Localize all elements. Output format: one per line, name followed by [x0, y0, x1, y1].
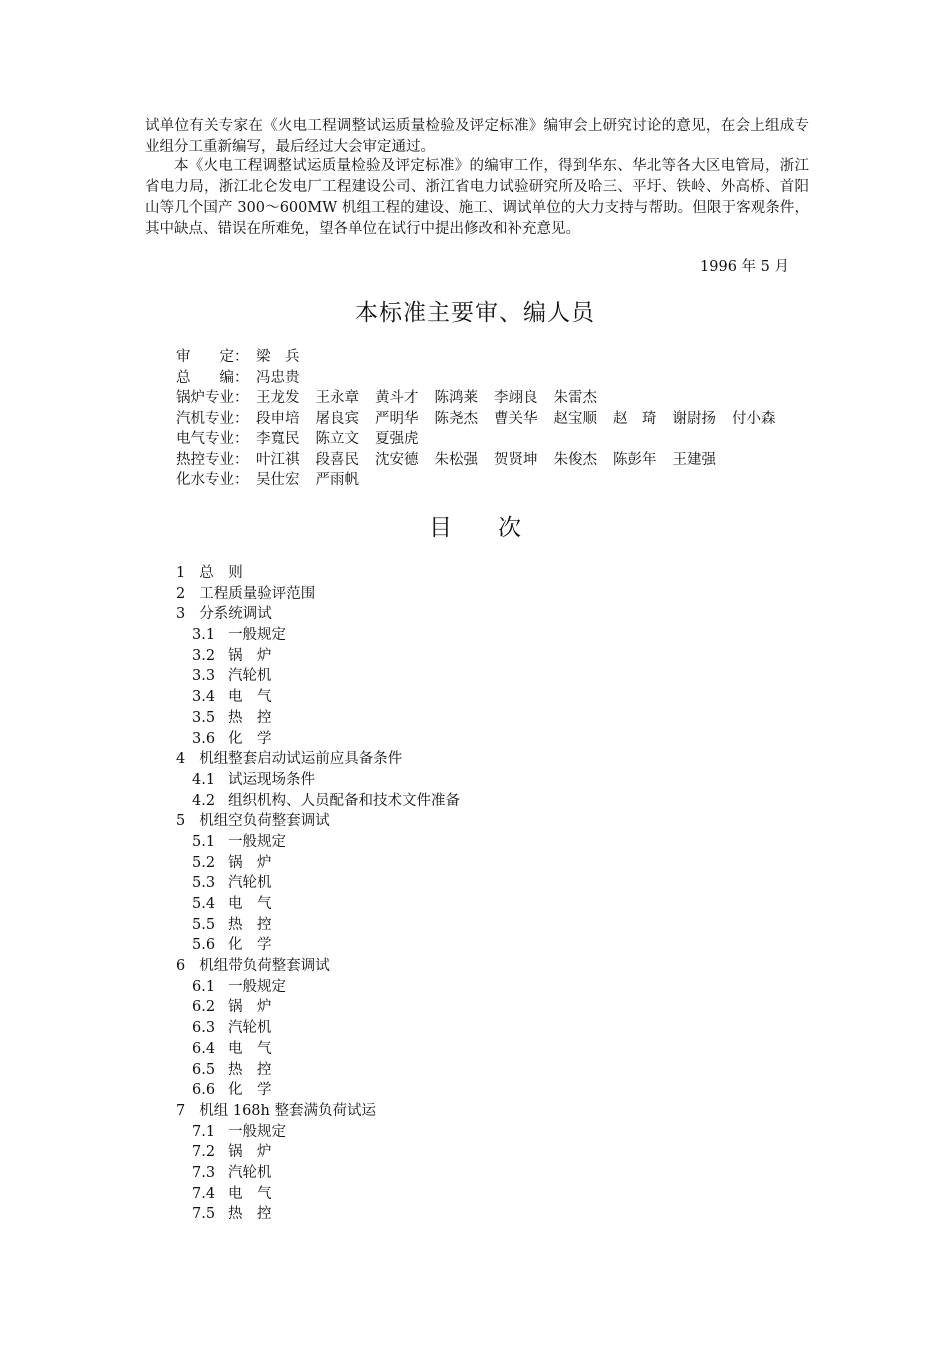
- toc-item-label: 化 学: [228, 1082, 272, 1099]
- staff-role: 热控专业：: [176, 451, 249, 468]
- toc-item-number: 7.1: [192, 1123, 216, 1140]
- staff-name: 王建强: [672, 451, 716, 468]
- toc-heading: 目 次: [429, 515, 521, 541]
- toc-item-number: 3.5: [192, 709, 216, 726]
- toc-item-label: 一般规定: [228, 1123, 286, 1140]
- toc-item-label: 热 控: [228, 1206, 272, 1223]
- toc-item[interactable]: [176, 915, 676, 936]
- toc-item[interactable]: [176, 1018, 676, 1039]
- toc-item-label: 试运现场条件: [228, 771, 315, 788]
- staff-name: 陈彭年: [613, 451, 657, 468]
- toc-item[interactable]: [176, 791, 676, 812]
- staff-row: [176, 450, 836, 471]
- toc-item-number: 6: [176, 958, 186, 975]
- toc-item-label: 机组 168h 整套满负荷试运: [199, 1102, 376, 1119]
- staff-name: 谢尉扬: [672, 410, 716, 427]
- toc-item-label: 总 则: [199, 565, 243, 581]
- toc-item-number: 4.1: [192, 771, 216, 788]
- toc-item-label: 一般规定: [228, 833, 286, 850]
- toc-item-number: 4: [176, 751, 186, 768]
- toc-item[interactable]: [176, 997, 676, 1018]
- staff-row: [176, 470, 836, 491]
- toc-item-number: 3.1: [192, 627, 216, 644]
- toc-item[interactable]: [176, 729, 676, 750]
- toc-item-number: 7.3: [192, 1164, 216, 1181]
- staff-name: 王永章: [315, 390, 359, 406]
- toc-item-label: 机组空负荷整套调试: [199, 813, 330, 830]
- toc-item-number: 6.5: [192, 1061, 216, 1078]
- toc-item-number: 7.2: [192, 1144, 216, 1161]
- toc-item[interactable]: [176, 770, 676, 791]
- toc-item-label: 电 气: [228, 896, 272, 912]
- toc-item-number: 6.2: [192, 999, 216, 1016]
- staff-name: 段喜民: [315, 451, 359, 468]
- toc-item[interactable]: [176, 625, 676, 646]
- staff-name: 李翊良: [494, 390, 538, 406]
- staff-name: 陈立文: [315, 431, 359, 447]
- toc-item-label: 热 控: [228, 709, 272, 726]
- staff-heading: 本标准主要审、编人员: [355, 300, 595, 326]
- staff-name: 赵 琦: [613, 410, 657, 427]
- toc-item[interactable]: [176, 1039, 676, 1060]
- toc-item[interactable]: [176, 708, 676, 729]
- staff-role: 汽机专业：: [176, 410, 249, 427]
- toc-item[interactable]: [176, 811, 676, 832]
- staff-row: [176, 388, 836, 409]
- staff-row: [176, 429, 836, 450]
- toc-item-number: 1: [176, 565, 186, 581]
- table-of-contents: [176, 563, 676, 1225]
- toc-item-number: 5.3: [192, 875, 216, 892]
- staff-name: 朱俊杰: [553, 451, 597, 468]
- toc-item-number: 5.6: [192, 937, 216, 954]
- toc-item[interactable]: [176, 894, 676, 915]
- toc-item-number: 3.2: [192, 647, 216, 664]
- toc-item-number: 5.1: [192, 833, 216, 850]
- staff-name: 沈安德: [375, 451, 419, 468]
- toc-item-number: 2: [176, 585, 186, 602]
- toc-item[interactable]: [176, 1204, 676, 1225]
- toc-item-number: 5.4: [192, 896, 216, 912]
- document-date: 1996 年 5 月: [700, 259, 789, 275]
- staff-name: 段申培: [256, 410, 300, 427]
- staff-name: 屠良宾: [315, 410, 359, 427]
- staff-role: 总 编：: [176, 369, 249, 386]
- toc-item-number: 3.6: [192, 730, 216, 747]
- intro-paragraph-1: 试单位有关专家在《火电工程调整试运质量检验及评定标准》编审会上研究讨论的意见，在会上组成专业组分工重新编写，最后经过大会审定通过。: [145, 118, 809, 155]
- toc-item-label: 机组整套启动试运前应具备条件: [199, 751, 403, 768]
- toc-item[interactable]: [176, 977, 676, 998]
- toc-item-label: 锅 炉: [228, 1144, 272, 1161]
- toc-item[interactable]: [176, 666, 676, 687]
- staff-list: [176, 347, 836, 491]
- toc-item-label: 汽轮机: [228, 668, 272, 685]
- toc-item[interactable]: [176, 646, 676, 667]
- toc-item-label: 锅 炉: [228, 647, 272, 664]
- staff-name: 黄斗才: [375, 390, 419, 406]
- staff-name: 贺贤坤: [494, 451, 538, 468]
- toc-item[interactable]: [176, 1122, 676, 1143]
- staff-name: 赵宝顺: [553, 410, 597, 427]
- toc-item-number: 3: [176, 606, 186, 623]
- staff-name: 朱松强: [434, 451, 478, 468]
- toc-item[interactable]: [176, 832, 676, 853]
- staff-row: [176, 347, 836, 368]
- staff-name: 吴仕宏: [256, 472, 300, 488]
- toc-item[interactable]: [176, 1184, 676, 1205]
- toc-item-label: 热 控: [228, 916, 272, 933]
- toc-item-label: 汽轮机: [228, 875, 272, 892]
- toc-item-label: 一般规定: [228, 978, 286, 995]
- toc-item-number: 3.3: [192, 668, 216, 685]
- staff-role: 锅炉专业：: [176, 390, 249, 406]
- toc-item-label: 电 气: [228, 1040, 272, 1057]
- toc-item-label: 电 气: [228, 689, 272, 706]
- toc-item[interactable]: [176, 563, 676, 584]
- staff-name: 严雨帆: [315, 472, 359, 488]
- staff-name: 朱雷杰: [553, 390, 597, 406]
- toc-item-number: 5: [176, 813, 186, 830]
- toc-item[interactable]: [176, 1080, 676, 1101]
- toc-item[interactable]: [176, 1142, 676, 1163]
- staff-role: 化水专业：: [176, 472, 249, 488]
- staff-name: 陈鸿莱: [434, 390, 478, 406]
- toc-item-number: 7.5: [192, 1206, 216, 1223]
- staff-name: 冯忠贵: [256, 369, 300, 386]
- toc-item[interactable]: [176, 853, 676, 874]
- toc-item[interactable]: [176, 873, 676, 894]
- toc-item-label: 机组带负荷整套调试: [199, 958, 330, 975]
- toc-item[interactable]: [176, 749, 676, 770]
- toc-item-number: 6.6: [192, 1082, 216, 1099]
- staff-role: 审 定：: [176, 349, 249, 365]
- toc-item-label: 电 气: [228, 1185, 272, 1202]
- toc-item-number: 4.2: [192, 792, 216, 809]
- staff-role: 电气专业：: [176, 431, 249, 447]
- toc-item-label: 化 学: [228, 730, 272, 747]
- toc-item[interactable]: [176, 1101, 676, 1122]
- staff-name: 夏强虎: [375, 431, 419, 447]
- toc-item-label: 锅 炉: [228, 999, 272, 1016]
- staff-name: 王龙发: [256, 390, 300, 406]
- toc-item[interactable]: [176, 604, 676, 625]
- staff-name: 严明华: [375, 410, 419, 427]
- toc-item-label: 分系统调试: [199, 606, 272, 623]
- toc-item-number: 6.1: [192, 978, 216, 995]
- staff-name: 叶江祺: [256, 451, 300, 468]
- toc-item[interactable]: [176, 935, 676, 956]
- toc-item[interactable]: [176, 956, 676, 977]
- toc-item-label: 工程质量验评范围: [199, 585, 316, 602]
- toc-item[interactable]: [176, 687, 676, 708]
- toc-item[interactable]: [176, 1163, 676, 1184]
- staff-name: 李寬民: [256, 431, 300, 447]
- toc-item[interactable]: [176, 1060, 676, 1081]
- toc-item-number: 3.4: [192, 689, 216, 706]
- toc-item-number: 6.4: [192, 1040, 216, 1057]
- toc-item-number: 7.4: [192, 1185, 216, 1202]
- toc-item-label: 锅 炉: [228, 854, 272, 871]
- toc-item-label: 汽轮机: [228, 1164, 272, 1181]
- toc-item-number: 7: [176, 1102, 186, 1119]
- toc-item-label: 热 控: [228, 1061, 272, 1078]
- toc-item-number: 5.2: [192, 854, 216, 871]
- toc-item-label: 组织机构、人员配备和技术文件准备: [228, 792, 460, 809]
- toc-item-number: 5.5: [192, 916, 216, 933]
- toc-item-label: 一般规定: [228, 627, 286, 644]
- staff-name: 陈尧杰: [434, 410, 478, 427]
- toc-item-label: 汽轮机: [228, 1020, 272, 1037]
- staff-row: [176, 368, 836, 389]
- toc-item-label: 化 学: [228, 937, 272, 954]
- staff-name: 梁 兵: [256, 349, 300, 365]
- staff-row: [176, 409, 836, 430]
- staff-name: 曹关华: [494, 410, 538, 427]
- staff-name: 付小森: [732, 410, 776, 427]
- toc-item[interactable]: [176, 584, 676, 605]
- intro-paragraph-2: 本《火电工程调整试运质量检验及评定标准》的编审工作，得到华东、华北等各大区电管局，浙江省电力局，浙江北仑发电厂工程建设公司、浙江省电力试验研究所及哈三、平圩、铁岭、外高桥、首阳山等几个国产 300～600MW 机组工程的建设、施工、调试单位的大力支持与帮助。但限于客观条件，其中缺点、错误在所难免，望各单位在试行中提出修改和补充意见。: [145, 158, 809, 237]
- toc-item-number: 6.3: [192, 1020, 216, 1037]
